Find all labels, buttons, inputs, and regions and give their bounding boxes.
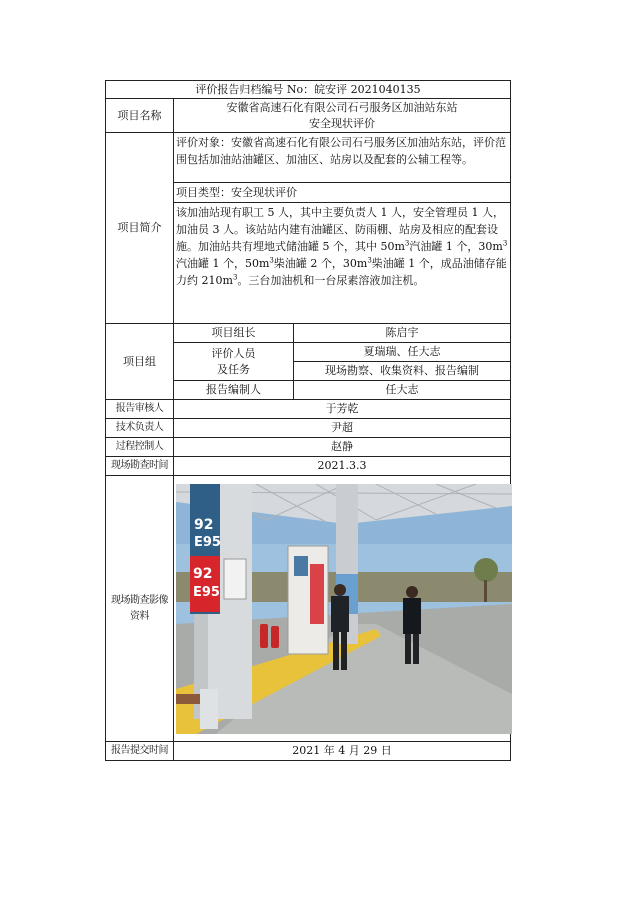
survey-photo [176, 484, 512, 734]
photo-pipe [176, 694, 200, 704]
team-members-label-line1: 评价人员 [211, 346, 256, 360]
desc-part-4: 柴油罐 2 个，30m [273, 257, 368, 270]
desc-part-2: 汽油罐 1 个，30m [409, 240, 503, 253]
photo-extinguisher [271, 626, 279, 648]
project-team-label: 项目组 [106, 324, 174, 400]
survey-photo-label-line2: 资料 [130, 610, 149, 622]
photo-tree [474, 558, 498, 582]
submit-time-label: 报告提交时间 [106, 742, 174, 761]
team-leader-label: 项目组长 [174, 324, 294, 343]
unit-sup: 3 [404, 239, 410, 248]
team-tasks-value: 现场勘察、收集资料、报告编制 [294, 362, 511, 381]
photo-red-sign [190, 556, 220, 612]
survey-time-label: 现场勘查时间 [106, 457, 174, 476]
station-description [174, 203, 511, 324]
photo-sign-92: 92 [193, 565, 213, 582]
team-members-label-line2: 及任务 [217, 362, 250, 376]
process-controller-label: 过程控制人 [106, 438, 174, 457]
team-leader-value: 陈启宇 [294, 324, 511, 343]
project-name-line2: 安全现状评价 [309, 116, 375, 130]
survey-photo-label-line1: 现场勘查影像 [111, 594, 168, 606]
team-members-label [174, 343, 294, 381]
photo-warning-signs [224, 559, 246, 599]
photo-tree-trunk [484, 580, 487, 602]
survey-time-value: 2021.3.3 [174, 457, 511, 476]
unit-sup: 3 [232, 273, 238, 282]
tech-lead-value: 尹超 [174, 419, 511, 438]
submit-time-value: 2021 年 4 月 29 日 [174, 742, 511, 761]
tech-lead-label: 技术负责人 [106, 419, 174, 438]
photo-sign-e95-top: E95 [194, 534, 221, 550]
report-author-value: 任大志 [294, 381, 511, 400]
photo-dispenser-display [294, 556, 308, 576]
desc-part-1: 该加油站现有职工 5 人，其中主要负责人 1 人，安全管理员 1 人，加油员 3 人。该站站内建有油罐区、防雨棚、站房及相应的配套设施。加油站共有埋地式储油罐 5 个，其中 50m [176, 206, 504, 253]
team-members-value: 夏瑞瑞、任大志 [294, 343, 511, 362]
report-reviewer-label: 报告审核人 [106, 400, 174, 419]
project-name-label: 项目名称 [106, 99, 174, 133]
survey-photo-label [106, 476, 174, 742]
evaluation-object: 评价对象：安徽省高速石化有限公司石弓服务区加油站东站，评价范围包括加油站油罐区、加油区、站房以及配套的公辅工程等。 [174, 133, 511, 183]
project-name-line1: 安徽省高速石化有限公司石弓服务区加油站东站 [226, 100, 458, 114]
unit-sup: 3 [502, 239, 508, 248]
archive-number: 评价报告归档编号 No：皖安评 2021040135 [106, 81, 511, 99]
photo-dispenser-nozzles [310, 564, 324, 624]
process-controller-value: 赵静 [174, 438, 511, 457]
report-reviewer-value: 于芳乾 [174, 400, 511, 419]
photo-extinguisher [260, 624, 268, 648]
photo-sign-e95: E95 [193, 584, 220, 600]
desc-part-3: 汽油罐 1 个，50m [176, 257, 270, 270]
gas-station-photo [176, 484, 512, 734]
report-author-label: 报告编制人 [174, 381, 294, 400]
photo-sign-92-top: 92 [194, 516, 214, 533]
unit-sup: 3 [269, 256, 274, 265]
unit-sup: 3 [367, 256, 372, 265]
project-type: 项目类型：安全现状评价 [174, 183, 511, 203]
desc-part-5: 柴油罐 1 个，成品油储存能力约 210m [176, 257, 507, 287]
photo-pipe-base [200, 689, 218, 729]
project-intro-label: 项目简介 [106, 133, 174, 324]
survey-photo-cell [174, 476, 511, 742]
desc-part-6: 。三台加油机和一台尿素溶液加注机。 [237, 274, 425, 287]
evaluation-info-form [105, 80, 511, 761]
project-name-value [174, 99, 511, 133]
